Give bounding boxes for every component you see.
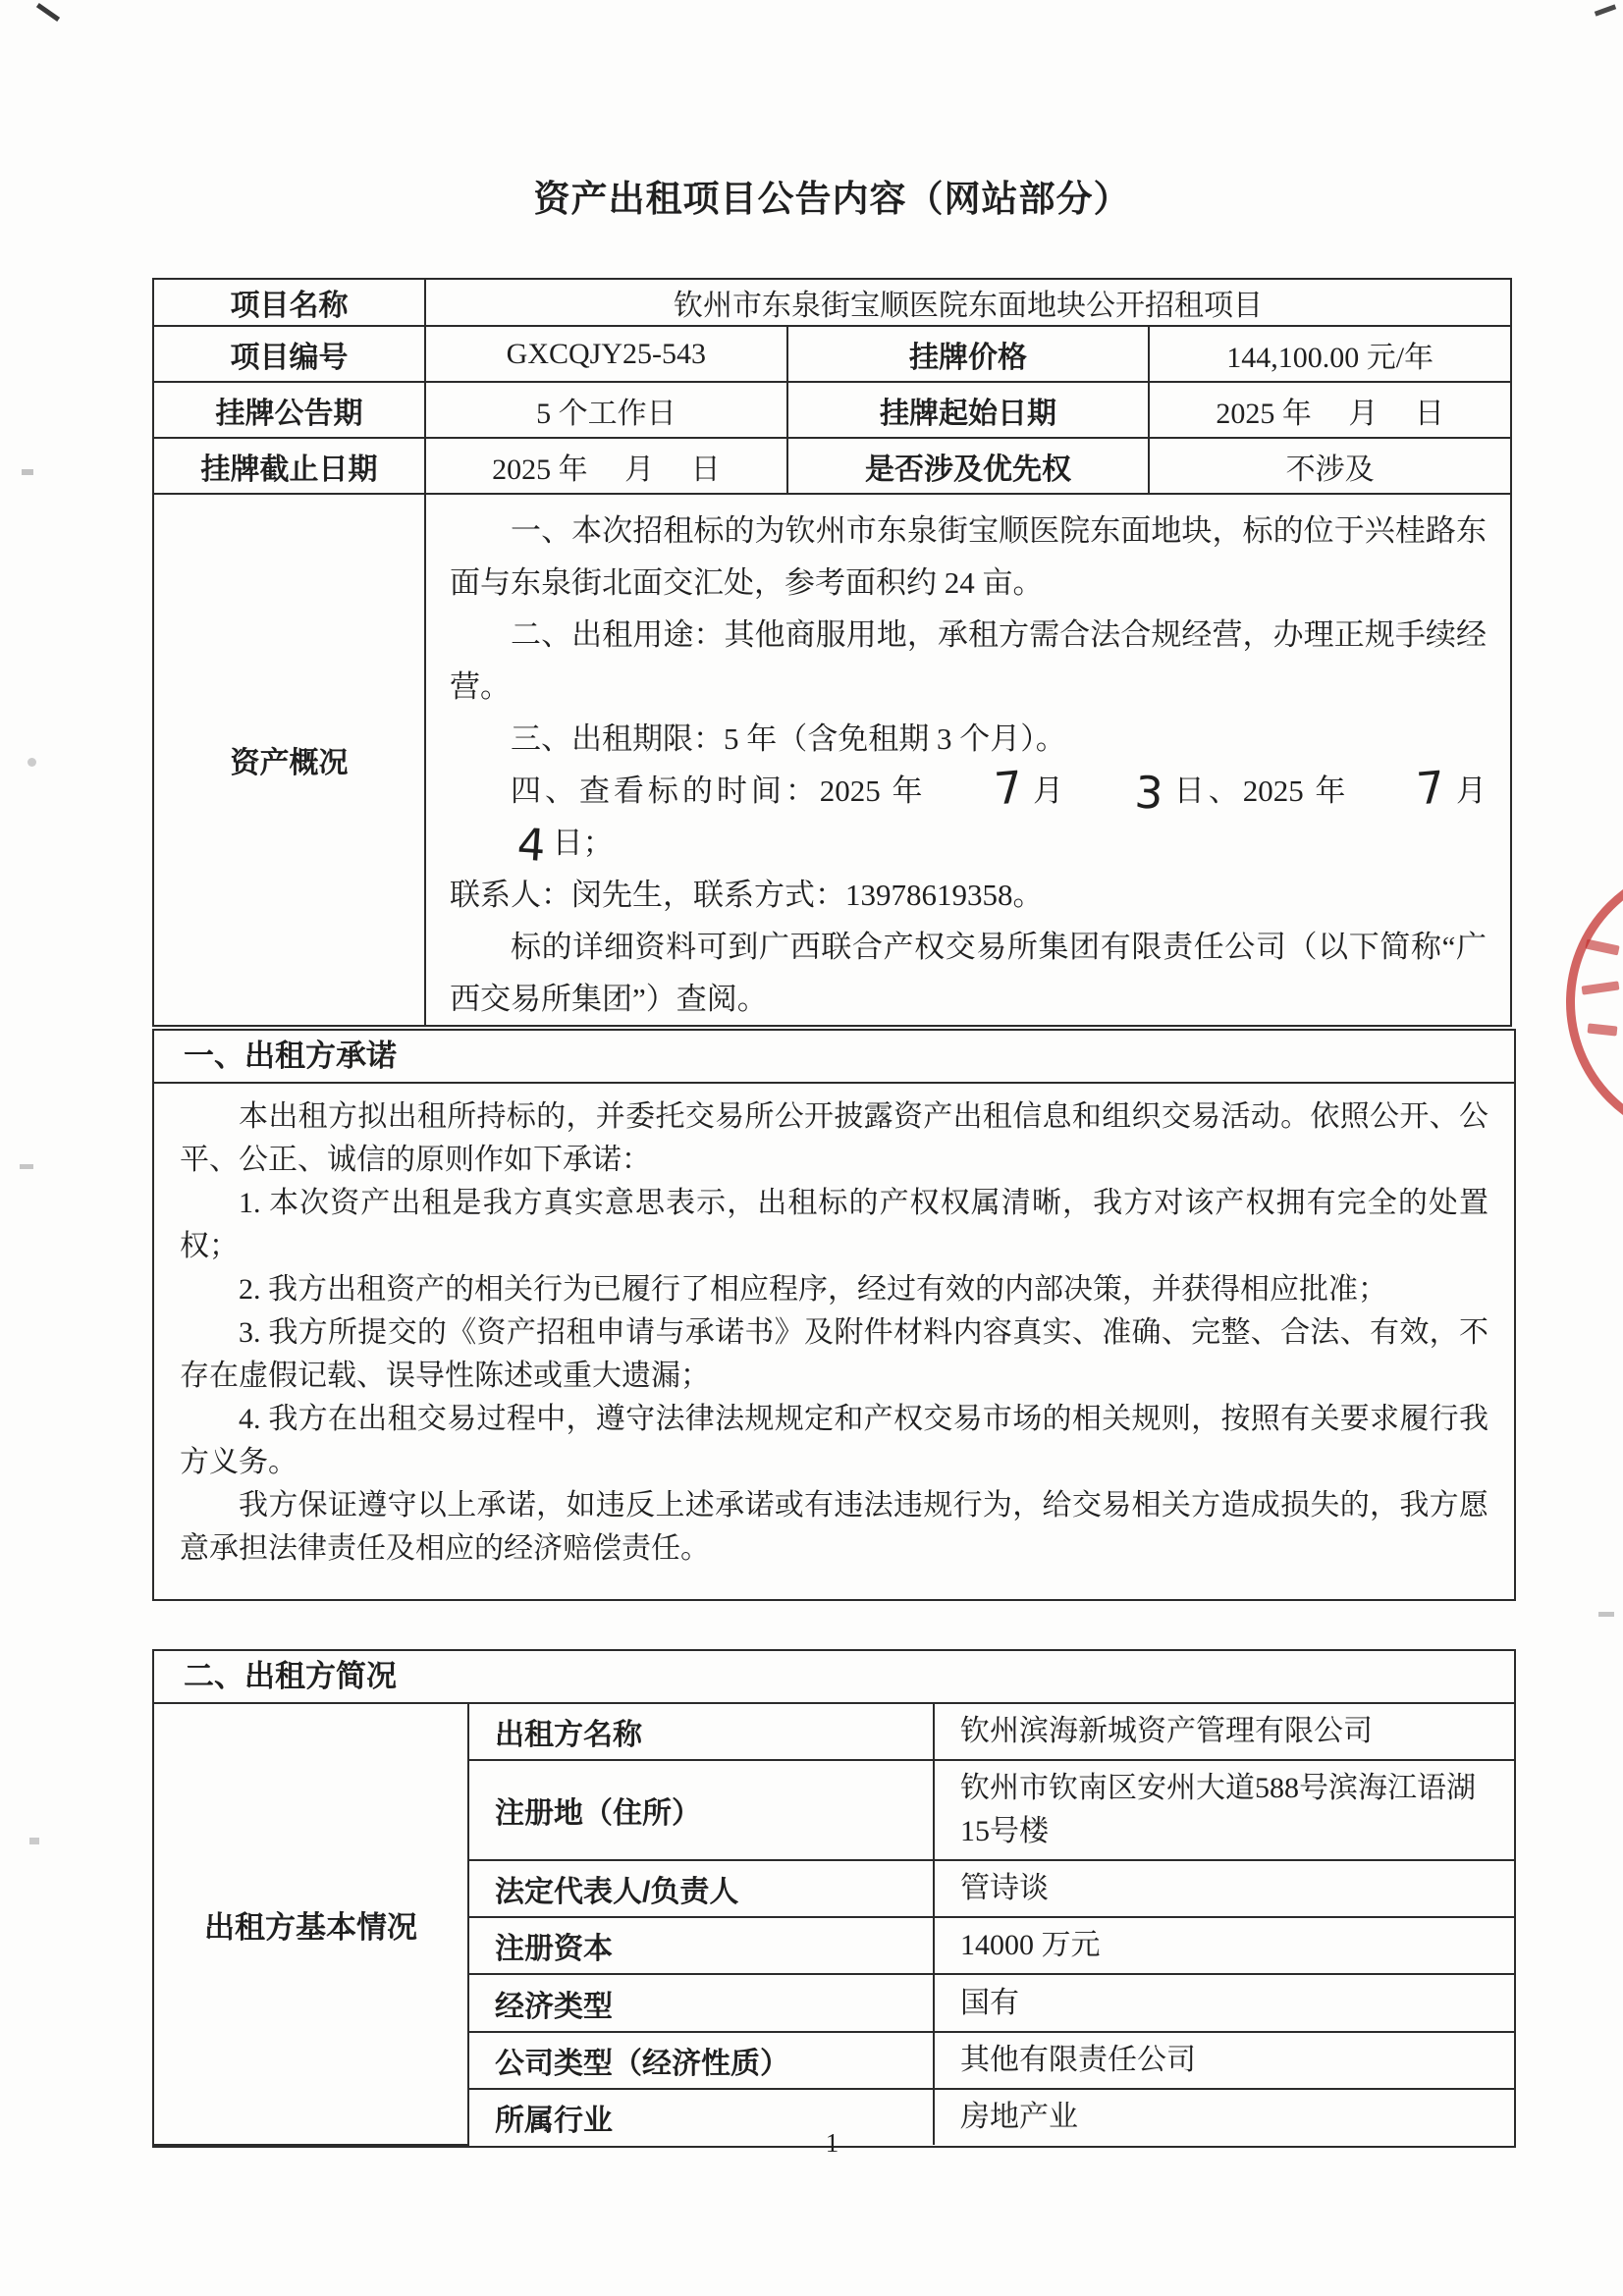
- lessor-name-value: 钦州滨海新城资产管理有限公司: [934, 1704, 1514, 1760]
- lessor-profile-table: [154, 1704, 1514, 2146]
- table-row: [154, 1704, 1514, 1760]
- scan-artifact: [1598, 1612, 1614, 1617]
- page-title: 资产出租项目公告内容（网站部分）: [533, 180, 1131, 220]
- view-time-text: 日、2025 年: [1169, 774, 1350, 808]
- commitment-paragraph: 3. 我方所提交的《资产招租申请与承诺书》及附件材料内容真实、准确、完整、合法、有效，不存在虚假记载、误导性陈述或重大遗漏；: [180, 1316, 1488, 1392]
- registered-address-value: 钦州市钦南区安州大道588号滨海江语湖15号楼: [934, 1760, 1514, 1860]
- commitment-paragraph: 4. 我方在出租交易过程中，遵守法律法规规定和产权交易市场的相关规则，按照有关要求履行我方义务。: [180, 1403, 1488, 1478]
- view-time-text: 四、查看标的时间：2025 年: [511, 774, 927, 808]
- priority-right-value: 不涉及: [1149, 438, 1511, 494]
- table-row: [153, 382, 1511, 438]
- priority-right-label: 是否涉及优先权: [787, 438, 1150, 494]
- table-row: [153, 438, 1511, 494]
- end-date-value: 2025 年 月 日: [425, 438, 787, 494]
- view-time-text: 月: [1029, 774, 1068, 808]
- profile-group-label: 出租方基本情况: [154, 1704, 468, 2145]
- project-info-table: [152, 278, 1512, 1027]
- handwritten-day: 4: [515, 818, 548, 873]
- commitment-heading: 一、出租方承诺: [154, 1031, 1514, 1084]
- stamp-ring: [1566, 862, 1623, 1143]
- listing-price-value: 144,100.00 元/年: [1149, 326, 1511, 382]
- registered-capital-value: 14000 万元: [934, 1917, 1514, 1974]
- commitment-paragraph: 2. 我方出租资产的相关行为已履行了相应程序，经过有效的内部决策，并获得相应批准；: [239, 1273, 1387, 1306]
- table-row: [153, 494, 1511, 1026]
- industry-label: 所属行业: [468, 2089, 934, 2145]
- page-number: 1: [825, 2128, 839, 2158]
- overview-paragraph-contact: 联系人：闵先生，联系方式：13978619358。: [450, 878, 1044, 912]
- handwritten-day: 3: [1133, 766, 1165, 821]
- scan-artifact: [1595, 4, 1616, 16]
- project-name-value: 钦州市东泉街宝顺医院东面地块公开招租项目: [425, 279, 1511, 326]
- overview-paragraph-view-time: [450, 761, 1488, 873]
- stamp-text-mark: [1585, 939, 1619, 956]
- scan-artifact: [36, 3, 60, 22]
- overview-paragraph: 三、出租期限：5 年（含免租期 3 个月）。: [511, 721, 1066, 756]
- legal-representative-label: 法定代表人/负责人: [468, 1860, 934, 1917]
- overview-paragraph: 一、本次招租标的为钦州市东泉街宝顺医院东面地块，标的位于兴桂路东面与东泉街北面交汇处，参考面积约 24 亩。: [450, 513, 1487, 600]
- scan-artifact: [27, 758, 36, 767]
- asset-overview-cell: [425, 494, 1511, 1026]
- handwritten-month: 7: [1414, 761, 1448, 816]
- project-number-value: GXCQJY25-543: [425, 326, 787, 382]
- commitment-paragraph: 1. 本次资产出租是我方真实意思表示，出租标的产权权属清晰，我方对该产权拥有完全的处置权；: [180, 1187, 1488, 1262]
- project-number-label: 项目编号: [153, 326, 425, 382]
- view-time-text: 月: [1452, 774, 1488, 808]
- start-date-value: 2025 年 月 日: [1149, 382, 1511, 438]
- legal-representative-value: 管诗谈: [934, 1860, 1514, 1917]
- table-row: [153, 279, 1511, 326]
- registered-capital-label: 注册资本: [468, 1917, 934, 1974]
- end-date-label: 挂牌截止日期: [153, 438, 425, 494]
- announce-period-value: 5 个工作日: [425, 382, 787, 438]
- lessor-commitment-section: [152, 1029, 1516, 1601]
- scan-artifact: [22, 469, 33, 475]
- commitment-paragraph: 本出租方拟出租所持标的，并委托交易所公开披露资产出租信息和组织交易活动。依照公开、公平、公正、诚信的原则作如下承诺：: [180, 1100, 1488, 1176]
- commitment-body: [154, 1084, 1514, 1599]
- overview-paragraph: 标的详细资料可到广西联合产权交易所集团有限责任公司（以下简称“广西交易所集团”）查阅。: [450, 930, 1487, 1016]
- industry-value: 房地产业: [934, 2089, 1514, 2145]
- economic-type-value: 国有: [934, 1974, 1514, 2032]
- commitment-paragraph: 我方保证遵守以上承诺，如违反上述承诺或有违法违规行为，给交易相关方造成损失的，我方愿意承担法律责任及相应的经济赔偿责任。: [180, 1489, 1488, 1565]
- start-date-label: 挂牌起始日期: [787, 382, 1150, 438]
- table-row: [153, 326, 1511, 382]
- lessor-name-label: 出租方名称: [468, 1704, 934, 1760]
- lessor-profile-section: [152, 1649, 1516, 2148]
- scan-artifact: [29, 1838, 39, 1844]
- project-name-label: 项目名称: [153, 279, 425, 326]
- listing-price-label: 挂牌价格: [787, 326, 1150, 382]
- stamp-text-mark: [1582, 981, 1620, 994]
- red-stamp-fragment: [1562, 852, 1623, 1147]
- overview-paragraph: 二、出租用途：其他商服用地，承租方需合法合规经营，办理正规手续经营。: [450, 617, 1487, 704]
- view-time-text: 日；: [552, 826, 614, 860]
- asset-overview-label: 资产概况: [153, 494, 425, 1026]
- company-type-value: 其他有限责任公司: [934, 2032, 1514, 2089]
- handwritten-month: 7: [992, 761, 1025, 816]
- scan-artifact: [20, 1164, 33, 1169]
- company-type-label: 公司类型（经济性质）: [468, 2032, 934, 2089]
- economic-type-label: 经济类型: [468, 1974, 934, 2032]
- registered-address-label: 注册地（住所）: [468, 1760, 934, 1860]
- profile-heading: 二、出租方简况: [154, 1651, 1514, 1704]
- announce-period-label: 挂牌公告期: [153, 382, 425, 438]
- stamp-text-mark: [1588, 1023, 1618, 1036]
